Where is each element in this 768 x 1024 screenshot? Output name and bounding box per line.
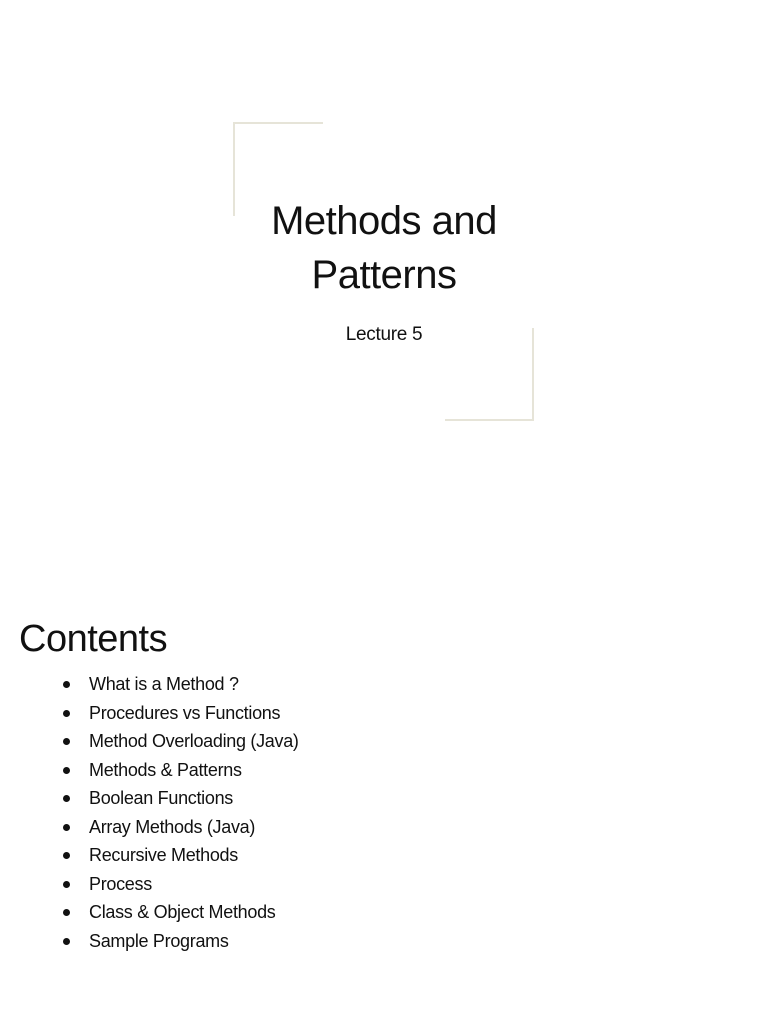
list-item-label: Sample Programs <box>89 930 229 951</box>
list-item <box>19 699 299 728</box>
list-item <box>19 898 299 927</box>
bullet-icon <box>63 938 70 945</box>
list-item-label: Class & Object Methods <box>89 902 276 922</box>
bullet-icon <box>63 824 70 831</box>
bullet-icon <box>63 767 70 774</box>
bullet-icon <box>63 738 70 745</box>
list-item-label: Process <box>89 873 152 894</box>
list-item <box>19 813 299 842</box>
bullet-icon <box>63 909 70 916</box>
list-item <box>19 670 299 699</box>
list-item-label: Procedures vs Functions <box>89 702 281 723</box>
bullet-icon <box>63 881 70 888</box>
list-item <box>19 784 299 813</box>
bullet-icon <box>63 681 70 688</box>
list-item-label: Array Methods (Java) <box>89 816 256 837</box>
slide-title-line-2: Patterns <box>311 253 457 297</box>
bullet-icon <box>63 710 70 717</box>
contents-section <box>19 612 299 955</box>
list-item <box>19 927 299 956</box>
list-item-label: Recursive Methods <box>89 845 238 865</box>
list-item <box>19 870 299 899</box>
list-item-label: Method Overloading (Java) <box>89 731 299 751</box>
list-item-label: Boolean Functions <box>89 788 233 808</box>
contents-heading: Contents <box>19 618 168 660</box>
list-item-label: What is a Method ? <box>89 674 239 694</box>
list-item <box>19 727 299 756</box>
slide-subtitle: Lecture 5 <box>345 324 423 345</box>
list-item <box>19 756 299 785</box>
bullet-icon <box>63 852 70 859</box>
list-item <box>19 841 299 870</box>
list-item-label: Methods & Patterns <box>89 759 242 780</box>
contents-list <box>19 670 299 955</box>
bullet-icon <box>63 795 70 802</box>
slide-title <box>0 194 768 302</box>
slide-title-line-1: Methods and <box>271 199 497 243</box>
